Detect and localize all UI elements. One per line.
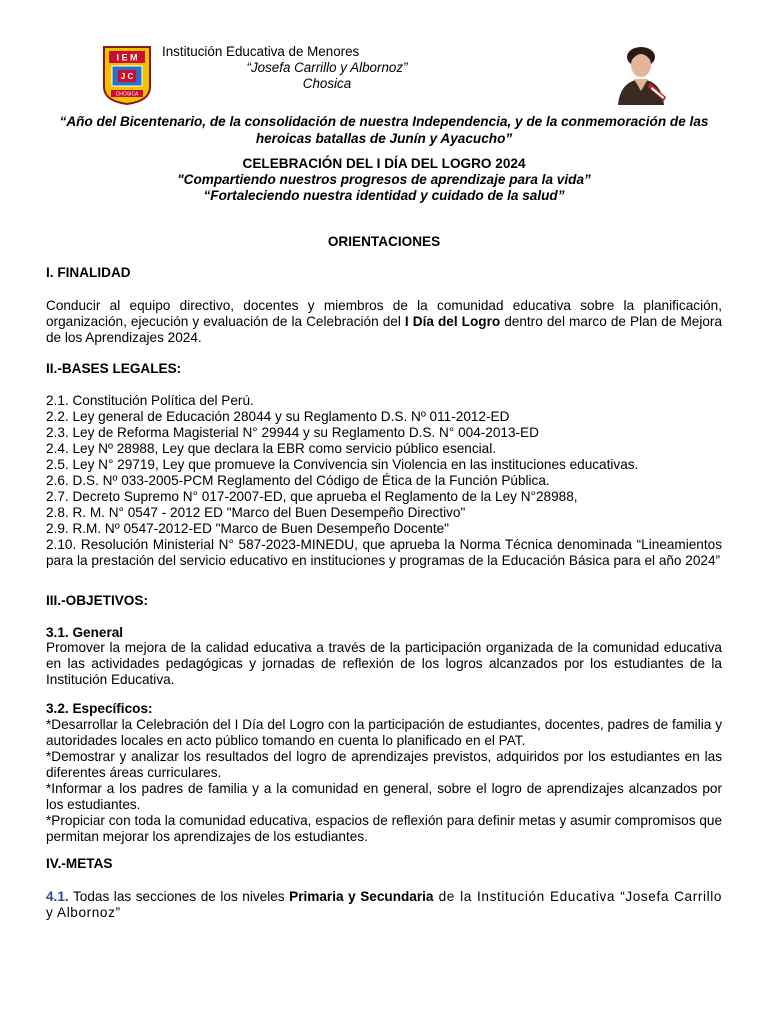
institution-header [162, 44, 582, 92]
bases-item: 2.5. Ley N° 29719, Ley que promueve la Convivencia sin Violencia en las instituciones educativas. [46, 457, 639, 472]
school-logo [102, 45, 152, 105]
svg-text:I E M: I E M [116, 52, 138, 63]
bases-item: 2.4. Ley Nº 28988, Ley que declara la EBR como servicio público esencial. [46, 441, 497, 456]
finalidad-heading: I. FINALIDAD [46, 265, 131, 280]
bases-item: 2.2. Ley general de Educación 28044 y su Reglamento D.S. Nº 011-2012-ED [46, 409, 510, 424]
finalidad-text-bold: I Día del Logro [404, 314, 501, 329]
objetivo-general-text: Promover la mejora de la calidad educativa a través de la participación organizada de la comunidad educativa en las actividades pedagógicas y jornadas de reflexión de los logros alcanzados por los estudiantes de la Institución Educativa. [46, 640, 722, 687]
objetivo-especifico-item: *Desarrollar la Celebración del I Día del Logro con la participación de estudiantes, docentes, padres de familia y autoridades locales en acto público tomando en cuenta lo planificado en el PAT. [46, 717, 722, 748]
svg-text:J C: J C [120, 72, 134, 81]
objetivo-especifico-item: *Propiciar con toda la comunidad educativa, espacios de reflexión para definir metas y asumir compromisos que permitan mejorar los aprendizajes de los estudiantes. [46, 813, 722, 844]
objetivo-especifico-item: *Demostrar y analizar los resultados del logro de aprendizajes previstos, adquiridos por los estudiantes en las diferentes áreas curriculares. [46, 749, 722, 780]
finalidad-text-b: dentro del marco de Plan de Mejora de los Aprendizajes 2024. [46, 314, 723, 345]
bases-item-10 [46, 537, 722, 569]
svg-text:CHOSICA: CHOSICA [115, 91, 139, 98]
celebration-title: CELEBRACIÓN DEL I DÍA DEL LOGRO 2024 [242, 156, 526, 171]
bases-item: 2.8. R. M. N° 0547 - 2012 ED "Marco del Buen Desempeño Directivo" [46, 505, 466, 520]
year-title: “Año del Bicentenario, de la consolidación de nuestra Independencia, y de la conmemoración de las heroicas batallas de Junín y Ayacucho” [59, 114, 709, 146]
metas-text-bold: Primaria y Secundaria [289, 889, 434, 904]
metas-heading: IV.-METAS [46, 856, 113, 871]
bases-item: 2.6. D.S. Nº 033-2005-PCM Reglamento del Código de Ética de la Función Pública. [46, 473, 550, 488]
metas-text-a: Todas las secciones de los niveles [68, 889, 290, 904]
bases-item: 2.9. R.M. Nº 0547-2012-ED "Marco de Buen Desempeño Docente" [46, 521, 450, 536]
bases-list [46, 393, 722, 569]
bases-item-10-text-a: 2.10. Resolución Ministerial N° 587-2023-MINEDU, que aprueba la Norma Técnica denominada [46, 537, 632, 552]
celebration-title-block [46, 156, 722, 204]
institution-location: Chosica [302, 76, 352, 91]
finalidad-text-a: Conducir al equipo directivo, docentes y miembros de la comunidad educativa sobre la planificación, organización, ejecución y evaluación de la Celebración del [46, 298, 722, 329]
institution-school-name: “Josefa Carrillo y Albornoz” [246, 60, 408, 75]
objetivos-heading: III.-OBJETIVOS: [46, 593, 148, 608]
bases-item: 2.1. Constitución Política del Perú. [46, 393, 254, 408]
orientaciones-heading: ORIENTACIONES [327, 234, 441, 249]
metas-item-number: 4.1. [46, 889, 69, 904]
bases-heading: II.-BASES LEGALES: [46, 361, 182, 376]
bases-item: 2.3. Ley de Reforma Magisterial N° 29944 y su Reglamento D.S. N° 004-2013-ED [46, 425, 539, 440]
portrait-image [614, 43, 668, 105]
finalidad-paragraph [46, 298, 722, 346]
celebration-subtitle-2: “Fortaleciendo nuestra identidad y cuidado de la salud” [203, 188, 565, 203]
objetivos-especificos-list [46, 717, 722, 845]
bases-item-10-text-b: “Lineamientos para la prestación del servicio educativo en instituciones y programas de la Educación Básica para el año 2024” [46, 537, 722, 568]
objetivo-especifico-item: *Informar a los padres de familia y a la comunidad en general, sobre el logro de aprendizajes alcanzados por los estudiantes. [46, 781, 722, 812]
bases-item: 2.7. Decreto Supremo N° 017-2007-ED, que aprueba el Reglamento de la Ley N°28988, [46, 489, 578, 504]
celebration-subtitle-1: "Compartiendo nuestros progresos de aprendizaje para la vida” [177, 172, 591, 187]
objetivos-especificos-heading: 3.2. Específicos: [46, 701, 153, 716]
metas-text-b: de la Institución Educativa “Josefa Carrillo y Albornoz” [46, 889, 722, 920]
objetivo-general-heading: 3.1. General [46, 625, 124, 640]
institution-name: Institución Educativa de Menores [162, 44, 360, 59]
metas-item [46, 889, 722, 921]
